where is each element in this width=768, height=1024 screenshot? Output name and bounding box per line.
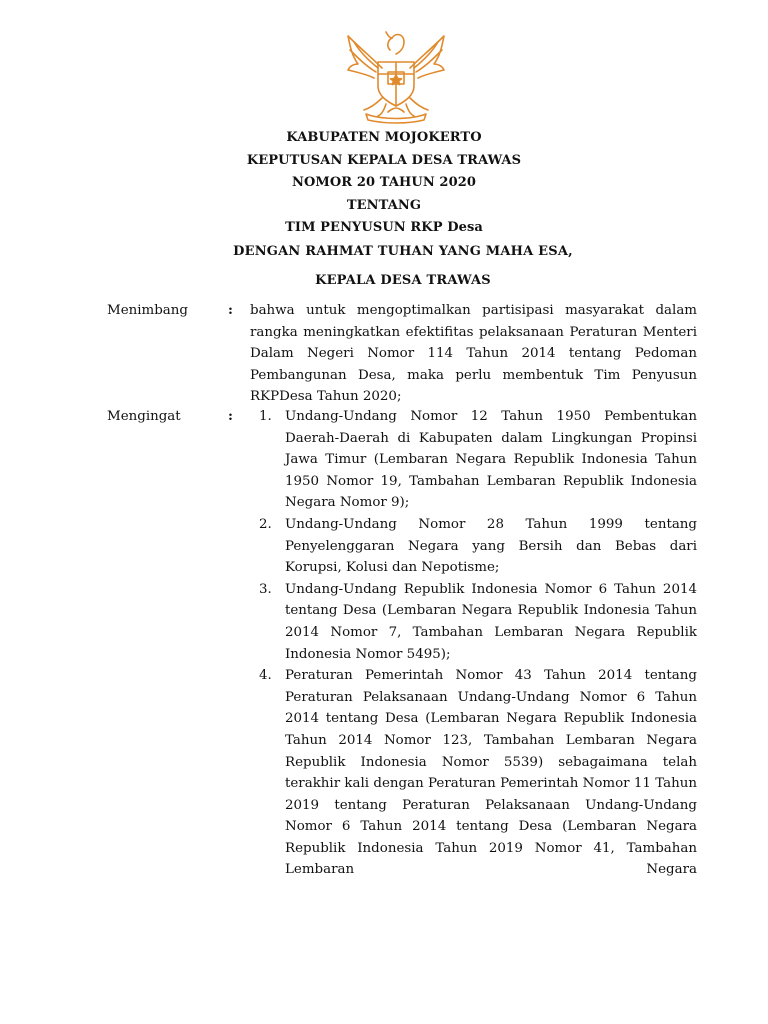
garuda-emblem-icon	[342, 28, 450, 124]
heading-decree-title: KEPUTUSAN KEPALA DESA TRAWAS	[246, 152, 522, 168]
menimbang-colon: :	[228, 302, 233, 318]
menimbang-text: bahwa untuk mengoptimalkan partisipasi masyarakat dalam rangka meningkatkan efektifitas pelaksanaan Peraturan Menteri Dalam Negeri Nomor 114 Tahun 2014 tentang Pedoman Pembangunan Desa, maka perlu membentuk Tim Penyusun RKPDesa Tahun 2020;	[250, 303, 697, 405]
list-item-text: Undang-Undang Nomor 28 Tahun 1999 tentang Penyelenggaran Negara yang Bersih dan Bebas dari Korupsi, Kolusi dan Nepotisme;	[285, 516, 697, 576]
list-item-number: 4.	[259, 668, 272, 684]
heading-decree-number: NOMOR 20 TAHUN 2020	[291, 175, 477, 190]
heading-regency: KABUPATEN MOJOKERTO	[286, 130, 482, 145]
list-item-number: 2.	[259, 516, 272, 532]
list-item-text: Peraturan Pemerintah Nomor 43 Tahun 2014 tentang Peraturan Pelaksanaan Undang-Undang Nomor 6 Tahun 2014 tentang Desa (Lembaran Negara Republik Indonesia Tahun 2014 Nomor 123, Tambahan Lembaran Negara Republik Indonesia Nomor 5539) sebagaimana telah terakhir kali dengan Peraturan Pemerintah Nomor 11 Tahun 2019 tentang Peraturan Pelaksanaan Undang-Undang Nomor 6 Tahun 2014 tentang Desa (Lembaran Negara Republik Indonesia Tahun 2019 Nomor 41, Tambahan Lembaran Negara	[285, 668, 697, 878]
list-item-number: 3.	[259, 581, 272, 597]
heading-tentang: TENTANG	[346, 197, 422, 213]
heading-subject: TIM PENYUSUN RKP Desa	[285, 220, 483, 235]
list-item	[250, 514, 697, 579]
list-item	[250, 665, 697, 881]
list-item-text: Undang-Undang Republik Indonesia Nomor 6 Tahun 2014 tentang Desa (Lembaran Negara Republik Indonesia Tahun 2014 Nomor 7, Tambahan Lembaran Negara Republik Indonesia Nomor 5495);	[285, 581, 697, 662]
list-item-number: 1.	[259, 409, 272, 424]
kepala-desa-line: KEPALA DESA TRAWAS	[315, 273, 491, 288]
mengingat-list	[250, 406, 697, 881]
list-item	[250, 406, 697, 514]
mengingat-label: Mengingat	[107, 409, 181, 424]
rahmat-line: DENGAN RAHMAT TUHAN YANG MAHA ESA,	[233, 244, 573, 259]
menimbang-label: Menimbang	[107, 303, 188, 318]
list-item	[250, 579, 697, 665]
list-item-text: Undang-Undang Nomor 12 Tahun 1950 Pembentukan Daerah-Daerah di Kabupaten dalam Lingkungan Propinsi Jawa Timur (Lembaran Negara Republik Indonesia Tahun 1950 Nomor 19, Tambahan Lembaran Republik Indonesia Negara Nomor 9);	[285, 409, 697, 511]
mengingat-colon: :	[228, 408, 233, 424]
document-heading	[0, 127, 768, 240]
